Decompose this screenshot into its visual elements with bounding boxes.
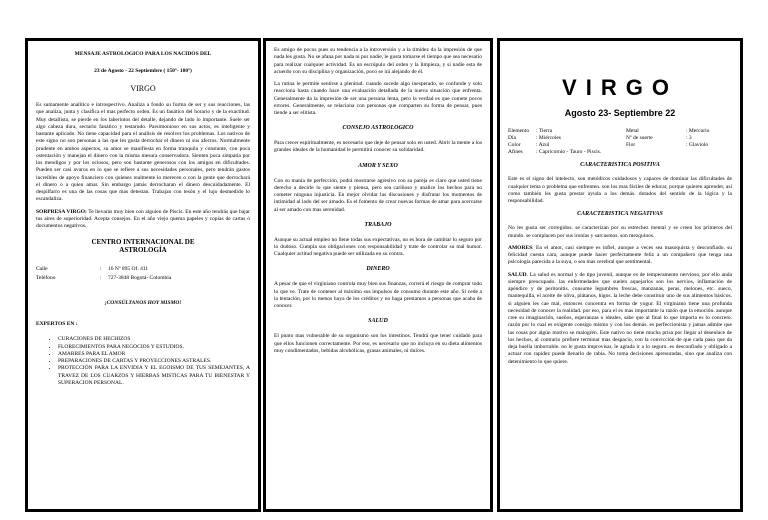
salud-paragraph [508,272,732,366]
attr-cell: Color [508,142,521,149]
services-list [36,336,250,387]
sorpresa-label: SORPRESA VIRGO: [36,208,87,215]
service-item: • FLORECIMIENTOS PARA NEGOCIOS Y ESTUDIOS. [58,344,250,351]
sign-name: VIRGO [130,83,156,93]
attr-cell [600,142,626,149]
centro-line-1: CENTRO INTERNACIONAL DE [91,238,195,247]
centro-title [36,238,250,254]
attr-cell: : Miércoles [536,135,561,142]
service-item: • CURACIONES DE HECHIZOS [58,336,250,343]
attr-cell: Afines [508,149,523,156]
attr-cell: Metal [626,127,639,134]
negative-text: No les gusta ser corregidos. se caracterizan por su estrechez mental y se creen los primeros del mundo. se complacen por sus ironías y sarcasmos. son mezquinos. [508,225,732,239]
centro-line-2: ASTROLOGÍA [119,246,167,255]
positive-title: CARACTERISTICA POSITIVA [580,162,660,169]
trabajo-title: TRABAJO [364,221,392,228]
attr-cell: Nº de suerte [626,135,653,142]
phone-label: Teléfono [36,274,56,281]
amor-title: AMOR Y SEXO [358,162,398,169]
attr-cell: Elemento [508,127,530,134]
service-item: • PROTECCIÓN PARA LA ENVIDIA Y EL EGOISMO DE TUS SEMEJANTES, A TRAVEZ DE LOS CUARZOS Y HIERBAS MISTICAS PARA TU BIENESTAR Y SUPERACION PERSONAL. [58,365,250,387]
attr-cell [600,135,626,142]
middle-panel [263,38,493,512]
intro-paragraph-2: La rutina le permite sentirse a plenitud. cuando sucede algo inesperado, se confunde y solo reacciona hasta cuando hace una evaluación detallada de la nueva situación que enfrenta. Generalmente da la impresión de ser una persona lenta, pero la verdad es que comete pocos errores. Generalmente, se relaciona con personas que comparten su forma de pensar, pues tiende a ser elitista. [274,81,482,116]
address-sep: : [100,266,102,273]
attr-cell [600,128,626,135]
personality-paragraph: Es sumamente analítico e introspectivo. Analiza a fondo su forma de ser y sus reacciones, las que analiza, junta y clasifica el mas perfecto orden. Es un fanático del horario y de la exactitud. Muy detallista, se pierde en los laberintos del detalle, dejando de lado lo importante. Suele ser algo cabeza dura, sectario fanático y testarudo. Parsimonioso en sus actos, es inteligente y bastante aplicado. No tiene capacidad para el análisis de resolver los problemas. Los nativos de este signo no son personas a las que les gusta derrochar el dinero ni sus afectos. Normalmente prudente en ambos aspectos, su amor se manifiesta en forma tranquila y constante, con poca ostentación y manejan el dinero con la misma mesura conservadora. Sienten poca simpatía por los mendigos y por los ociosos, pero son bastante generosos con los amigos en dificultades. Pueden ser casi avaros en lo que se refiere a sus necesidades personales, pero tendrán gastos increíbles de apoyo financiero con quienes realmente lo merecen o con la gente que derrochará el dinero o a quien amar. Sin embargo jamás derrocharan el dinero descuidadamente. El despilfarro es una de las cosas que mas detestan. Trabajan con tesón y el lujo desmedido lo escandaliza. [36,102,250,203]
date-range: 23 de Agosto - 22 Septiembre ( 150º- 180º) [94,68,192,75]
amores-paragraph [508,245,732,267]
salud-title: SALUD [368,318,388,325]
attr-cell: : Capricornio - Tauro - Piscis. [536,149,602,156]
attributes-table [508,128,732,157]
phone-sep: : [100,274,102,281]
consejo-text: Para crecer espiritualmente, es necesario que deje de pensar solo en usted. Abrir la mente a los grandes ideales de la humanidad le permitirá conocer su solidaridad. [274,140,482,154]
right-panel [497,38,743,512]
dinero-title: DINERO [366,266,390,273]
address-value: 16 Nº 895 Of. 411 [108,266,149,273]
attr-cell: : Azul [536,142,550,149]
attr-cell: : Glavíolo [686,142,709,149]
positive-text: Este es el signo del intelecto, son metódicos cuidadosos y capaces de dominar las dificultades de cualquier tema o problema que enfrenten. son los mas fáciles de educar, porque quieren aprender, así como también les gusta prestar ayuda a los demás. dotados del sentido de la lógica y la responsabilidad. [508,176,732,205]
service-item: • PREPARACIONES DE CARTAS Y PROYECCIONES ASTRALES. [58,358,250,365]
attr-cell: : Tierra [536,127,553,134]
dinero-text: A pesar de que el virginiano controla muy bien sus finanzas, correrá el riesgo de comprar todo lo que ve. Trate de contener al máximo sus impulsos de consumo durante este año. Si cede a la tentación, por lo menos huya de los créditos y no haga prestamos a personas que acaba de conocer. [274,281,482,310]
sorpresa-paragraph [36,209,250,231]
salud-label: SALUD [508,271,527,278]
attr-cell: : 3 [686,135,692,142]
sorpresa-text: Te llevarás muy bien con alguien de Piscis. En este año tendrás que bajar tus aires de superioridad. Acepta consejos. En el año viejo quema papeles y copias de cartas o documentos negativos. [36,208,250,230]
attr-cell: Flor [626,142,636,149]
phone-value: 727-3848 Bogotá- Colombia [108,274,172,281]
sign-title: VIRGO [562,75,678,100]
consult-callout: ¡CONSÚLTANOS HOY MISMO! [104,299,182,306]
attr-cell: Día [508,135,516,142]
intro-paragraph-1: Es amigo de pocos pues su tendencia a la introversión y a la timidez da la impresión de que nada les gusta. No se afana por nada ni por nadie, le gusta tomarse el tiempo que sea necesario para realizar cualquier actividad. Es un escrúpulo del orden y la limpieza, y si nadie esta de acuerdo con su disciplina y organización, poco se irá alejando de él. [274,47,483,75]
message-heading: MENSAJE ASTROLOGICO PARA LOS NACIDOS DEL [74,51,212,57]
left-panel [25,38,261,512]
amores-label: AMORES [508,244,533,251]
consejo-title: CONSEJO ASTROLOGICO [342,125,414,132]
amores-text: : En el amor, casi siempre es infiel, aunque a veces sea masoquista y desconfiado. su felicidad cuesta cara, aunque puede hacer perfectamente feliz a un compañero que tenga una psicología parecida a la suya, o sea mas cerebral que sentimental. [508,244,732,266]
sign-dates: Agosto 23- Septiembre 22 [564,108,676,119]
address-label: Calle [36,266,48,273]
salud-text: . La salud es normal y de tipo juvenil, aunque es de temperamento nervioso, por ello anda siempre preocupado. las enfermedades que suelen aquejarlos son los nervios, inflamación de apéndice y de peritonitis. consume legumbres frescas, manzanas, peras, melones, etc. sueco, mantequilla, el aceite de oliva, plátanos, higos. la leche debe constituir uno de sus alimentos básicos. si alguien les cae mal, entonces concentra en forma de yogur. El virginiano tiene una profunda necesidad de conocer la realidad. por eso, para el es mas importante la razón que la emoción. aunque cree su imaginación, sueños, esperanzas o ideales, sabe que al final lo que importa es lo concreto. razón por lo cual es exigente consigo mismo y con los demás. es perfeccionista y jamas admite que las cosas por algún motivo se malogren. Este nativo no tiene mucha prisa por llegar al desenlace de los hechos, al contrario prefiere terminar mas despacio, con la convicción de que cada paso que da deja huella imborrable. no le gusta improvisar, le agrada ir a lo seguro. es desconfiado y obligado a actuar con rapidez puede llenarlo de rabia. No toma decisiones apresuradas, sino que analiza con detenimiento lo que quiere. [508,271,732,365]
phone-row [36,275,250,282]
amor-text: Con su manía de perfección, podrá mostrarse agresivo con su pareja es claro que usted tiene derecho a decirle lo que siente y piensa, pero sea cariñoso y analice los hechos para no cometer ninguna injusticia. En mejor olvidar las discusiones y disfrutar los momentos de intimidad al lado del ser amado. Es el fomento de crear nuevas formas de amar para acercarse al ser amado con mas serenidad. [274,177,482,213]
salud-text: El punto mas vulnerable de su organismo son los intestinos. Tendrá que tener cuidado para que ellos funcionen correctamente. Por eso, es necesario que no incluya en su dieta alimentos muy condimentados, bebidas alcohólicas, grasas animales, ni dulces. [274,333,482,354]
trabajo-text: Aunque su actual empleo no llene todas sus expectativas, no es hora de cambiar lo seguro por lo dudoso. Cumpla sus obligaciones con responsabilidad y trate de controlar su mal humor. Cualquier actitud negativa puede ser utilizada en su contra. [274,236,482,258]
attr-cell: : Mercurio [686,127,710,134]
expertos-heading: EXPERTOS EN : [36,321,78,328]
service-item: • AMARRES PARA EL AMOR [58,351,250,358]
address-row [36,266,250,273]
negative-title: CARACTERISTICA NEGATIVAS [577,211,663,218]
